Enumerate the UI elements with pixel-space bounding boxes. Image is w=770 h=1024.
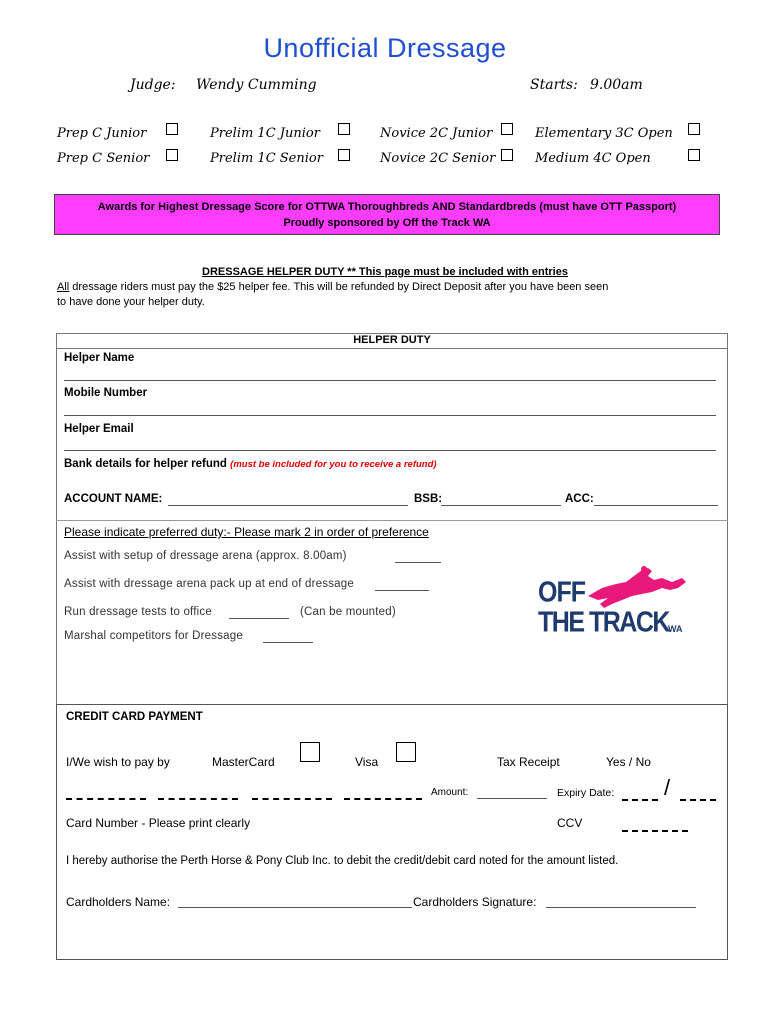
helper-intro-text: dressage riders must pay the $25 helper fee. This will be refunded by Direct Deposit after you have been seen xyxy=(69,281,609,293)
tax-receipt-options[interactable]: Yes / No xyxy=(606,755,651,769)
class-checkbox[interactable] xyxy=(338,149,350,161)
acc-label: ACC: xyxy=(565,493,594,505)
ccv-label: CCV xyxy=(557,816,583,830)
starts-time: 9.00am xyxy=(590,77,643,93)
jumping-horse-icon xyxy=(582,566,688,610)
starts-label: Starts: xyxy=(530,77,578,93)
divider xyxy=(56,520,728,521)
logo-text-off: OFF xyxy=(538,576,585,609)
award-sponsor: Proudly sponsored by Off the Track WA xyxy=(283,217,491,229)
amount-field[interactable] xyxy=(477,798,547,799)
class-label: Novice 2C Junior xyxy=(380,126,493,141)
cardholder-signature-label: Cardholders Signature: xyxy=(413,895,537,909)
amount-label: Amount: xyxy=(431,787,469,798)
class-label: Prep C Junior xyxy=(57,126,147,141)
card-number-group xyxy=(344,798,422,800)
cardholder-name-field[interactable] xyxy=(178,907,412,908)
card-number-group xyxy=(66,798,146,800)
mobile-label: Mobile Number xyxy=(64,387,148,399)
bsb-label: BSB: xyxy=(414,493,443,505)
mastercard-checkbox[interactable] xyxy=(300,742,320,762)
duty-preference-field[interactable] xyxy=(375,590,429,591)
card-number-field[interactable] xyxy=(66,786,426,800)
expiry-year xyxy=(680,799,716,801)
account-name-label: ACCOUNT NAME: xyxy=(64,493,163,505)
email-label: Helper Email xyxy=(64,423,134,435)
duty-option: Assist with dressage arena pack up at end of dressage xyxy=(64,578,354,590)
class-label: Medium 4C Open xyxy=(535,151,651,166)
class-checkbox[interactable] xyxy=(166,149,178,161)
visa-label: Visa xyxy=(355,755,379,769)
card-number-group xyxy=(252,798,332,800)
credit-card-box xyxy=(56,704,728,960)
expiry-field[interactable] xyxy=(622,775,718,801)
email-field[interactable] xyxy=(64,450,716,451)
expiry-label: Expiry Date: xyxy=(557,787,615,799)
mastercard-label: MasterCard xyxy=(212,755,275,769)
helper-intro-all: All xyxy=(57,281,70,293)
page-title: Unofficial Dressage xyxy=(263,33,507,63)
class-checkbox[interactable] xyxy=(166,123,178,135)
helper-name-label: Helper Name xyxy=(64,352,135,364)
card-number-group xyxy=(158,798,238,800)
class-label: Prep C Senior xyxy=(57,151,150,166)
judge-label: Judge: xyxy=(130,77,176,93)
expiry-month xyxy=(622,799,658,801)
award-banner xyxy=(54,194,720,235)
award-line: Awards for Highest Dressage Score for OTTWA Thoroughbreds AND Standardbreds (must have OTT Passport) xyxy=(97,201,677,213)
class-label: Elementary 3C Open xyxy=(535,126,673,141)
acc-field[interactable] xyxy=(594,505,718,506)
duty-mounted-note: (Can be mounted) xyxy=(300,606,396,618)
bank-details-label xyxy=(64,458,437,470)
class-checkbox[interactable] xyxy=(501,123,513,135)
class-checkbox[interactable] xyxy=(688,123,700,135)
duty-option: Assist with setup of dressage arena (approx. 8.00am) xyxy=(64,550,347,562)
mobile-field[interactable] xyxy=(64,415,716,416)
logo-text-track: THE TRACK xyxy=(538,606,669,639)
class-checkbox[interactable] xyxy=(338,123,350,135)
ccv-field[interactable] xyxy=(622,830,688,832)
class-checkbox[interactable] xyxy=(501,149,513,161)
duty-option: Marshal competitors for Dressage xyxy=(64,630,243,642)
pay-by-label: I/We wish to pay by xyxy=(66,755,170,769)
visa-checkbox[interactable] xyxy=(396,742,416,762)
bank-note: (must be included for you to receive a refund) xyxy=(230,459,437,470)
credit-card-header: CREDIT CARD PAYMENT xyxy=(66,711,203,723)
helper-box-header: HELPER DUTY xyxy=(56,334,728,349)
duty-option: Run dressage tests to office xyxy=(64,606,212,618)
duty-prompt: Please indicate preferred duty:- Please mark 2 in order of preference xyxy=(64,525,429,539)
class-label: Prelim 1C Junior xyxy=(210,126,320,141)
helper-intro xyxy=(57,281,608,293)
class-checkbox[interactable] xyxy=(688,149,700,161)
authorisation-text: I hereby authorise the Perth Horse & Pony Club Inc. to debit the credit/debit card noted for the amount listed. xyxy=(66,855,619,867)
account-name-field[interactable] xyxy=(168,505,408,506)
duty-preference-field[interactable] xyxy=(229,618,289,619)
off-the-track-logo xyxy=(538,566,698,642)
class-label: Novice 2C Senior xyxy=(380,151,496,166)
cardholder-name-label: Cardholders Name: xyxy=(66,895,171,909)
cardholder-signature-field[interactable] xyxy=(546,907,696,908)
helper-duty-box xyxy=(56,333,728,705)
class-label: Prelim 1C Senior xyxy=(210,151,323,166)
bank-label: Bank details for helper refund xyxy=(64,458,227,470)
duty-preference-field[interactable] xyxy=(395,562,441,563)
helper-name-field[interactable] xyxy=(64,380,716,381)
expiry-slash: / xyxy=(664,775,671,800)
helper-intro-line2: to have done your helper duty. xyxy=(57,296,205,308)
duty-preference-field[interactable] xyxy=(263,642,313,643)
judge-name: Wendy Cumming xyxy=(196,77,317,93)
helper-duty-title: DRESSAGE HELPER DUTY ** This page must be included with entries xyxy=(202,266,568,278)
tax-receipt-label: Tax Receipt xyxy=(497,755,560,769)
card-number-label: Card Number - Please print clearly xyxy=(66,816,251,830)
logo-text-wa: WA xyxy=(668,624,683,634)
bsb-field[interactable] xyxy=(441,505,561,506)
